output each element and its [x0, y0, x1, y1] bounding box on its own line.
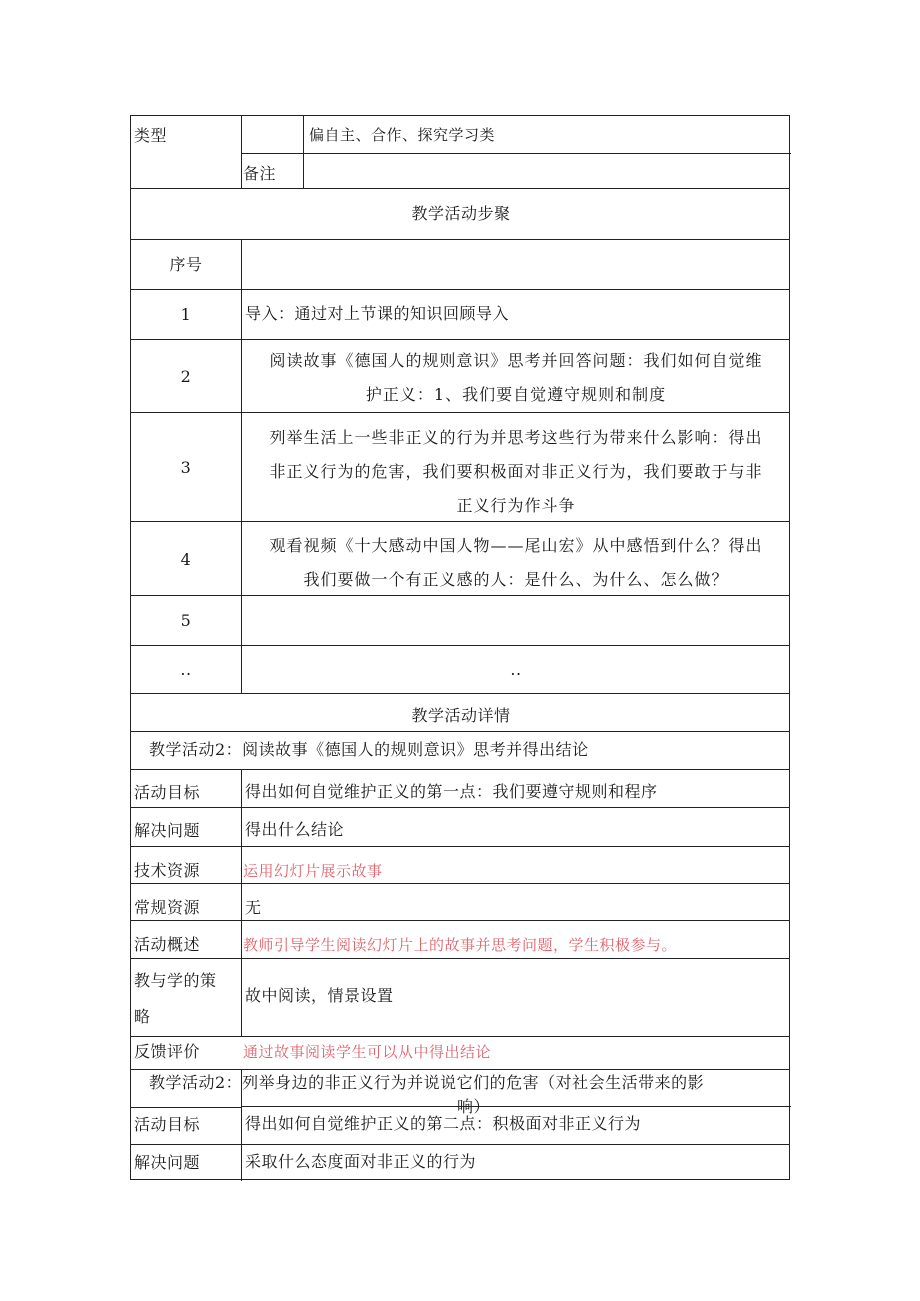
step-number: 1 — [180, 305, 192, 324]
goal-value: 得出如何自觉维护正义的第二点：积极面对非正义行为 — [245, 1114, 642, 1133]
row-divider — [131, 807, 789, 808]
step-number: 2 — [180, 367, 192, 386]
row-divider — [131, 769, 789, 770]
strategy-value: 故中阅读，情景设置 — [245, 986, 394, 1005]
step-number: 3 — [180, 458, 192, 477]
index-header: 序号 — [169, 255, 203, 274]
row-divider — [131, 239, 789, 240]
row-divider — [131, 883, 789, 884]
column-divider — [303, 116, 304, 188]
goal-label: 活动目标 — [134, 1115, 201, 1134]
row-divider — [131, 645, 789, 646]
step-text-line: 观看视频《十大感动中国人物——尾山宏》从中感悟到什么？得出 — [269, 536, 763, 555]
goal-label: 活动目标 — [134, 783, 201, 802]
overview-value: 教师引导学生阅读幻灯片上的故事并思考问题，学生积极参与。 — [243, 936, 678, 954]
column-divider — [241, 769, 242, 1036]
details-title: 教学活动详情 — [411, 706, 511, 725]
step-text-line: 阅读故事《德国人的规则意识》思考并回答问题：我们如何自觉维 — [269, 351, 763, 370]
tech-resource-label: 技术资源 — [134, 861, 201, 880]
row-divider — [131, 412, 789, 413]
regular-resource-label: 常规资源 — [134, 898, 201, 917]
problem-label: 解决问题 — [134, 821, 201, 840]
step-text — [241, 421, 791, 523]
problem-value: 得出什么结论 — [245, 820, 345, 839]
strategy-label: 教与学的策 — [134, 971, 217, 990]
step-text: .. — [510, 660, 522, 679]
row-divider — [131, 731, 789, 732]
regular-resource-value: 无 — [245, 898, 262, 917]
row-divider — [131, 188, 789, 189]
type-label: 类型 — [134, 126, 168, 145]
row-divider — [131, 1069, 789, 1070]
strategy-label-cont: 略 — [134, 1007, 151, 1026]
goal-value: 得出如何自觉维护正义的第一点：我们要遵守规则和程序 — [245, 782, 658, 801]
column-divider — [241, 116, 242, 188]
problem-value: 采取什么态度面对非正义的行为 — [245, 1152, 477, 1171]
step-text: 导入：通过对上节课的知识回顾导入 — [245, 304, 510, 323]
type-value: 偏自主、合作、探究学习类 — [309, 126, 496, 144]
activity-heading: 教学活动2：列举身边的非正义行为并说说它们的危害（对社会生活带来的影 — [149, 1073, 705, 1092]
step-text-line: 护正义：1、我们要自觉遵守规则和制度 — [365, 385, 667, 404]
step-text — [241, 344, 791, 412]
activity-heading: 教学活动2：阅读故事《德国人的规则意识》思考并得出结论 — [149, 740, 589, 759]
row-divider — [131, 846, 789, 847]
step-text-line: 列举生活上一些非正义的行为并思考这些行为带来什么影响：得出 — [269, 428, 763, 447]
activity-heading-overflow: 响） — [457, 1097, 491, 1116]
overview-label: 活动概述 — [134, 935, 201, 954]
step-text — [241, 529, 791, 597]
row-divider — [131, 1036, 789, 1037]
step-number: .. — [180, 660, 192, 679]
lesson-plan-table — [130, 115, 790, 1180]
row-divider — [131, 1144, 789, 1145]
row-divider — [131, 289, 789, 290]
step-number: 5 — [180, 611, 192, 630]
row-divider — [131, 920, 789, 921]
feedback-value: 通过故事阅读学生可以从中得出结论 — [243, 1043, 492, 1061]
step-number: 4 — [180, 550, 192, 569]
step-text-line: 正义行为作斗争 — [456, 496, 576, 515]
row-divider — [131, 958, 789, 959]
step-text-line: 非正义行为的危害，我们要积极面对非正义行为，我们要敢于与非 — [269, 462, 763, 481]
row-divider — [131, 1107, 241, 1108]
row-divider — [131, 339, 789, 340]
row-divider — [241, 153, 791, 154]
problem-label: 解决问题 — [134, 1153, 201, 1172]
row-divider — [131, 693, 789, 694]
steps-title: 教学活动步聚 — [411, 204, 511, 223]
step-text-line: 我们要做一个有正义感的人：是什么、为什么、怎么做？ — [303, 570, 729, 589]
feedback-label: 反馈评价 — [134, 1042, 201, 1061]
row-divider — [241, 1106, 791, 1107]
remarks-label: 备注 — [243, 164, 277, 183]
tech-resource-value: 运用幻灯片展示故事 — [243, 862, 383, 880]
